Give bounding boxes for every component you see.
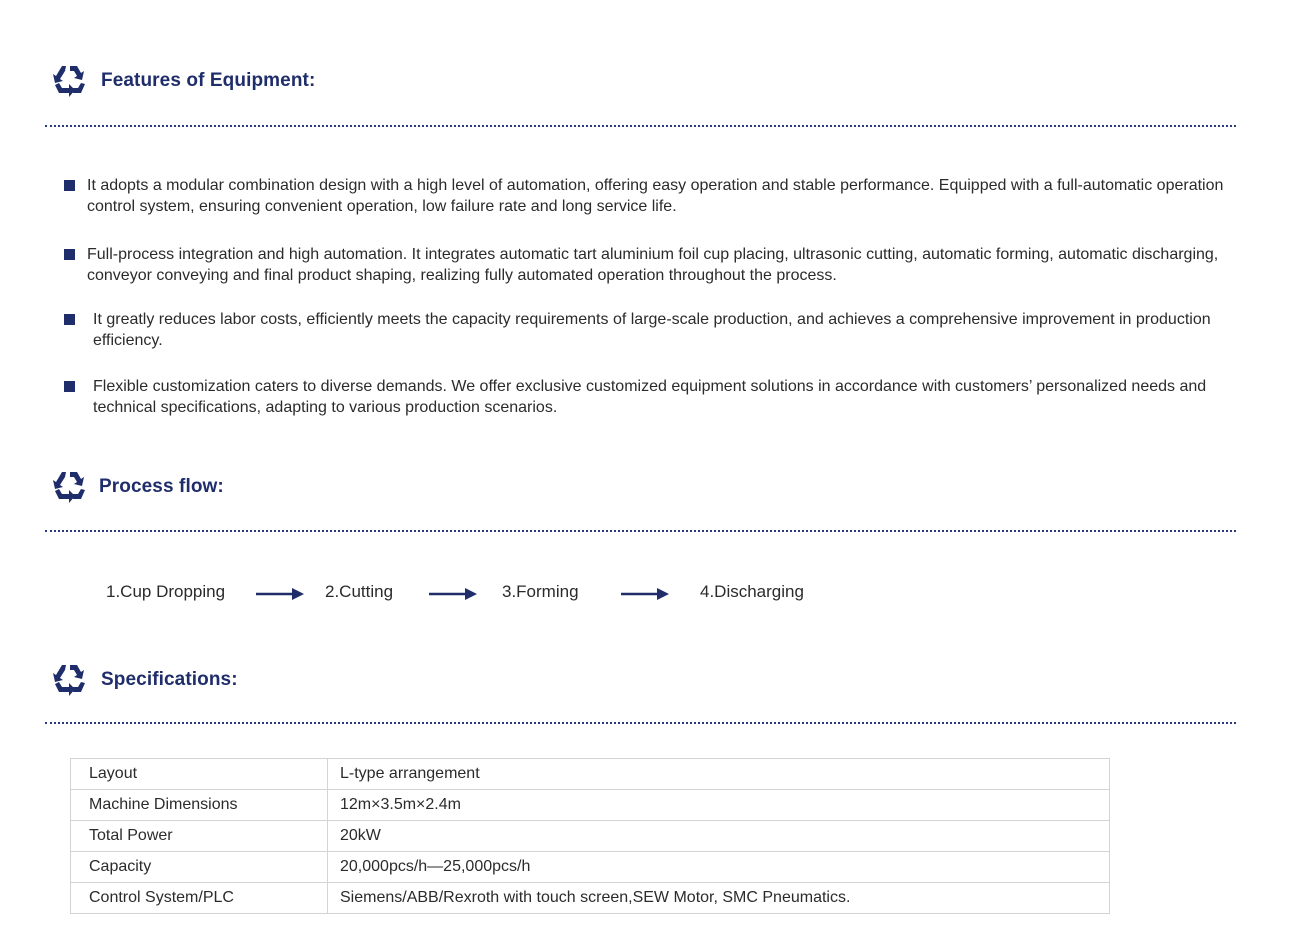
table-row (71, 883, 1110, 914)
features-title: Features of Equipment: (101, 70, 316, 91)
feature-text: It greatly reduces labor costs, efficiently meets the capacity requirements of large-scale production, and achieves a comprehensive improvement in production efficiency. (93, 311, 1211, 349)
process-divider (45, 530, 1236, 532)
bullet-square-icon (64, 249, 75, 260)
list-item (64, 376, 1224, 418)
bullet-square-icon (64, 381, 75, 392)
spec-value: 20,000pcs/h—25,000pcs/h (328, 852, 1110, 883)
feature-text: Flexible customization caters to diverse demands. We offer exclusive customized equipment solutions in accordance with customers’ personalized needs and technical specifications, adapting to various production scenarios. (93, 378, 1207, 416)
arrow-right-icon (429, 586, 479, 602)
recycle-icon (52, 662, 88, 698)
specs-table (70, 758, 1110, 914)
bullet-square-icon (64, 314, 75, 325)
flow-step: 4.Discharging (700, 582, 804, 601)
process-heading (52, 467, 224, 507)
features-divider (45, 125, 1236, 127)
list-item (64, 175, 1224, 217)
specs-heading (52, 660, 238, 700)
table-row (71, 852, 1110, 883)
spec-key: Control System/PLC (71, 883, 328, 914)
flow-step: 3.Forming (502, 582, 579, 601)
spec-value: 20kW (328, 821, 1110, 852)
spec-key: Machine Dimensions (71, 790, 328, 821)
spec-key: Layout (71, 759, 328, 790)
flow-step: 1.Cup Dropping (106, 582, 226, 601)
spec-key: Capacity (71, 852, 328, 883)
features-list (64, 173, 1224, 418)
table-row (71, 759, 1110, 790)
spec-key: Total Power (71, 821, 328, 852)
arrow-right-icon (256, 586, 306, 602)
list-item (64, 244, 1224, 286)
recycle-icon (52, 63, 88, 99)
spec-value: Siemens/ABB/Rexroth with touch screen,SEW Motor, SMC Pneumatics. (328, 883, 1110, 914)
spec-value: L-type arrangement (328, 759, 1110, 790)
arrow-right-icon (621, 586, 671, 602)
table-row (71, 821, 1110, 852)
specs-title: Specifications: (101, 669, 238, 690)
feature-text: It adopts a modular combination design with a high level of automation, offering easy operation and stable performance. Equipped with a full-automatic operation control system, ensuring convenient operation, low failure rate and long service life. (87, 177, 1224, 215)
flow-step: 2.Cutting (325, 582, 394, 601)
specs-divider (45, 722, 1236, 724)
spec-value: 12m×3.5m×2.4m (328, 790, 1110, 821)
list-item (64, 309, 1224, 351)
feature-text: Full-process integration and high automation. It integrates automatic tart aluminium foil cup placing, ultrasonic cutting, automatic forming, automatic discharging, conveyor conveying and final product shaping, realizing fully automated operation throughout the process. (87, 246, 1219, 284)
recycle-icon (52, 469, 88, 505)
process-title: Process flow: (99, 476, 224, 497)
table-row (71, 790, 1110, 821)
features-heading (52, 61, 315, 101)
bullet-square-icon (64, 180, 75, 191)
